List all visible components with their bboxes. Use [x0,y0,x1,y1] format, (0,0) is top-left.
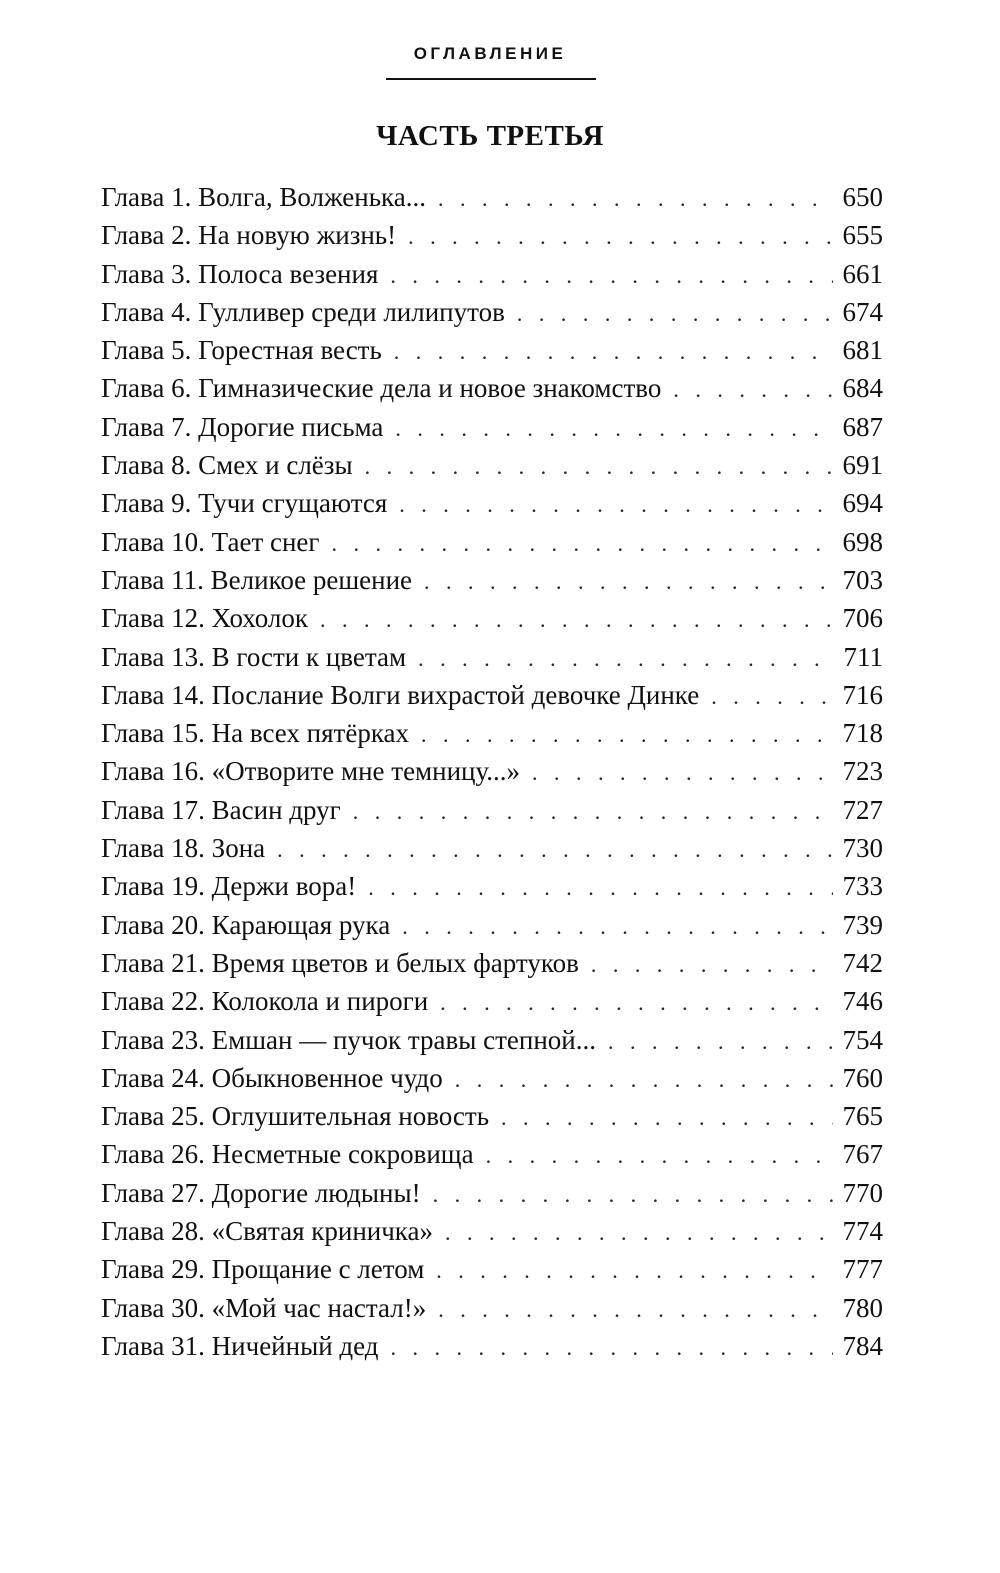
part-title: ЧАСТЬ ТРЕТЬЯ [376,120,604,152]
dot-leader [591,946,833,984]
toc-entry [101,1327,883,1365]
toc-entry [101,867,883,905]
dot-leader [673,371,832,409]
dot-leader [394,333,833,371]
chapter-title: Глава 4. Гулливер среди лилипутов [101,296,505,327]
toc-entry [101,293,883,331]
page-number: 694 [842,488,883,519]
chapter-title: Глава 9. Тучи сгущаются [101,488,388,519]
page-number: 698 [842,526,883,557]
dot-leader [277,831,832,869]
page-number: 711 [843,641,883,672]
page-number: 767 [842,1139,883,1170]
chapter-title: Глава 14. Послание Волги вихрастой девочке Динке [101,679,700,710]
toc-entry [101,1250,883,1288]
toc-entry [101,752,883,790]
page-number: 650 [842,182,883,212]
page-number: 674 [842,296,883,327]
toc-entry [101,1021,883,1059]
chapter-title: Глава 24. Обыкновенное чудо [101,1062,443,1093]
toc-entry [101,791,883,829]
dot-leader [438,180,833,218]
page-number: 739 [842,909,883,940]
chapter-title: Глава 29. Прощание с летом [101,1254,425,1285]
page-number: 774 [842,1216,883,1247]
dot-leader [433,1176,833,1214]
toc-entry [101,331,883,369]
dot-leader [395,410,832,448]
page-number: 760 [842,1062,883,1093]
toc-entry [101,714,883,752]
dot-leader [711,678,832,716]
page-number: 681 [842,335,883,366]
dot-leader [608,1023,833,1061]
page-number: 765 [842,1101,883,1132]
page-number: 730 [842,833,883,864]
page-number: 684 [842,373,883,404]
chapter-title: Глава 13. В гости к цветам [101,641,407,672]
chapter-title: Глава 30. «Мой час настал!» [101,1292,427,1323]
toc-entry [101,676,883,714]
chapter-title: Глава 27. Дорогие людыны! [101,1177,421,1208]
chapter-title: Глава 11. Великое решение [101,564,413,595]
page-number: 716 [842,679,883,710]
dot-leader [440,984,832,1022]
chapter-title: Глава 16. «Отворите мне темницу...» [101,756,521,787]
dot-leader [353,793,833,831]
toc-entry [101,944,883,982]
running-head: ОГЛАВЛЕНИЕ [413,44,567,63]
chapter-title: Глава 15. На всех пятёрках [101,718,410,749]
page-number: 703 [842,564,883,595]
dot-leader [436,1252,832,1290]
dot-leader [501,1099,832,1137]
page-number: 691 [842,450,883,481]
toc-entry [101,599,883,637]
page-number: 706 [842,603,883,634]
chapter-title: Глава 23. Емшан — пучок травы степной... [101,1024,596,1055]
chapter-title: Глава 19. Держи вора! [101,871,357,902]
page-number: 777 [842,1254,883,1285]
page-number: 655 [842,220,883,251]
dot-leader [532,754,832,792]
dot-leader [332,525,833,563]
toc-entry [101,1289,883,1327]
chapter-title: Глава 26. Несметные сокровища [101,1139,474,1170]
page-number: 754 [842,1024,883,1055]
page-number: 723 [842,756,883,787]
page-number: 780 [842,1292,883,1323]
chapter-title: Глава 12. Хохолок [101,603,308,634]
page-number: 718 [842,718,883,749]
dot-leader [408,218,832,256]
chapter-title: Глава 25. Оглушительная новость [101,1101,490,1132]
dot-leader [399,486,832,524]
dot-leader [320,601,833,639]
dot-leader [365,448,833,486]
toc-entry [101,982,883,1020]
toc-entry [101,561,883,599]
chapter-title: Глава 6. Гимназические дела и новое знакомство [101,373,662,404]
toc-entry [101,446,883,484]
chapter-title: Глава 31. Ничейный дед [101,1330,379,1361]
dot-leader [402,908,832,946]
dot-leader [486,1137,833,1175]
toc-entry [101,906,883,944]
toc-entry [101,1097,883,1135]
toc-entry [101,638,883,676]
dot-leader [390,257,832,295]
dot-leader [421,716,832,754]
toc-entry [101,1059,883,1097]
page-number: 742 [842,947,883,978]
chapter-title: Глава 7. Дорогие письма [101,411,384,442]
page-number: 784 [842,1330,883,1361]
dot-leader [445,1214,832,1252]
toc-entry [101,1174,883,1212]
page-number: 687 [842,411,883,442]
dot-leader [391,1329,833,1367]
toc-entry [101,523,883,561]
chapter-title: Глава 8. Смех и слёзы [101,450,353,481]
table-of-contents [101,178,883,1365]
dot-leader [438,1291,832,1329]
chapter-title: Глава 17. Васин друг [101,794,341,825]
toc-entry [101,178,883,216]
head-rule [386,78,596,80]
chapter-title: Глава 1. Волга, Волженька... [101,182,426,212]
chapter-title: Глава 22. Колокола и пироги [101,986,429,1017]
toc-entry [101,255,883,293]
chapter-title: Глава 3. Полоса везения [101,258,379,289]
page-number: 733 [842,871,883,902]
chapter-title: Глава 5. Горестная весть [101,335,382,366]
toc-entry [101,369,883,407]
dot-leader [517,295,833,333]
dot-leader [455,1061,833,1099]
page-number: 661 [842,258,883,289]
dot-leader [424,563,832,601]
dot-leader [368,869,832,907]
toc-entry [101,484,883,522]
page-number: 746 [842,986,883,1017]
dot-leader [418,640,833,678]
toc-entry [101,408,883,446]
chapter-title: Глава 2. На новую жизнь! [101,220,397,251]
chapter-title: Глава 28. «Святая криничка» [101,1216,434,1247]
toc-entry [101,1135,883,1173]
page-number: 727 [842,794,883,825]
toc-entry [101,216,883,254]
toc-entry [101,1212,883,1250]
chapter-title: Глава 10. Тает снег [101,526,320,557]
chapter-title: Глава 21. Время цветов и белых фартуков [101,947,579,978]
chapter-title: Глава 20. Карающая рука [101,909,391,940]
toc-entry [101,829,883,867]
page-number: 770 [842,1177,883,1208]
chapter-title: Глава 18. Зона [101,833,266,864]
